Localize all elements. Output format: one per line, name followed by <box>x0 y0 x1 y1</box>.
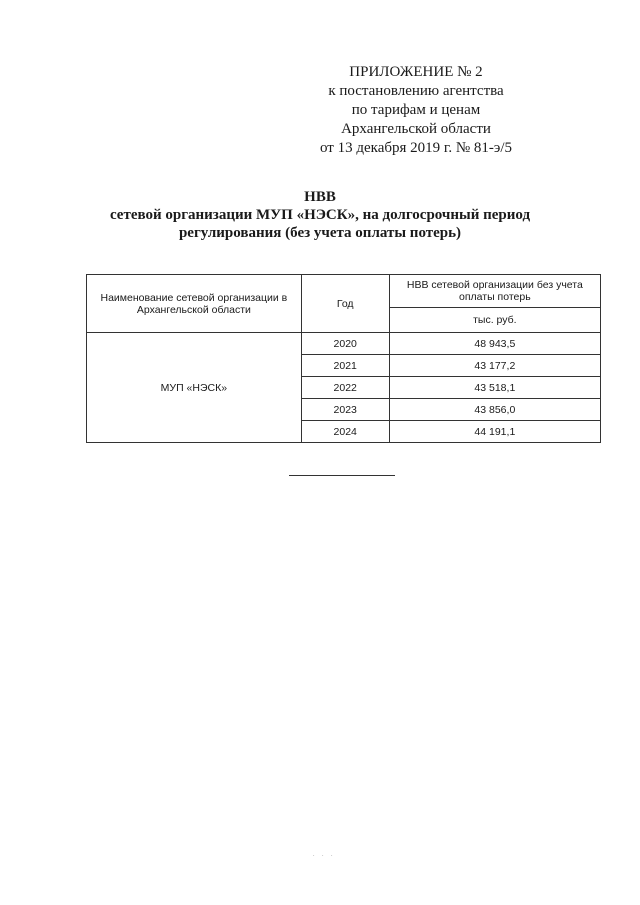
title-line-1: НВВ <box>304 189 336 205</box>
year-cell: 2023 <box>301 399 389 421</box>
header-nvv: НВВ сетевой организации без учета оплаты потерь <box>389 275 600 308</box>
table-header-row <box>87 275 601 308</box>
appendix-header <box>296 63 536 158</box>
value-cell: 43 518,1 <box>389 377 600 399</box>
appendix-date-line: от 13 декабря 2019 г. № 81-э/5 <box>319 140 513 156</box>
appendix-resolution-line: к постановлению агентства <box>328 83 504 99</box>
value-cell: 44 191,1 <box>389 421 600 443</box>
year-cell: 2020 <box>301 333 389 355</box>
year-cell: 2022 <box>301 377 389 399</box>
org-name-cell: МУП «НЭСК» <box>87 333 302 443</box>
closing-divider <box>289 475 395 476</box>
header-year: Год <box>301 275 389 333</box>
title-line-2: сетевой организации МУП «НЭСК», на долгосрочный период <box>109 207 531 223</box>
year-cell: 2021 <box>301 355 389 377</box>
appendix-agency-line: по тарифам и ценам <box>351 102 481 118</box>
footer-marks: . . . <box>313 852 336 858</box>
appendix-region-line: Архангельской области <box>341 121 491 137</box>
document-title <box>80 188 560 242</box>
year-cell: 2024 <box>301 421 389 443</box>
value-cell: 48 943,5 <box>389 333 600 355</box>
value-cell: 43 177,2 <box>389 355 600 377</box>
title-line-3: регулирования (без учета оплаты потерь) <box>178 225 462 241</box>
value-cell: 43 856,0 <box>389 399 600 421</box>
nvv-table <box>86 274 601 443</box>
table-row <box>87 333 601 355</box>
appendix-number: ПРИЛОЖЕНИЕ № 2 <box>349 64 483 80</box>
header-org-name: Наименование сетевой организации в Архангельской области <box>87 275 302 333</box>
header-unit: тыс. руб. <box>389 308 600 333</box>
